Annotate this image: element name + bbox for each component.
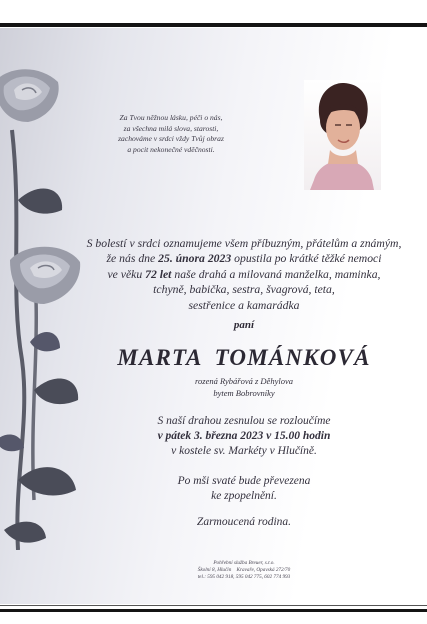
- last-name: TOMÁNKOVÁ: [214, 345, 371, 370]
- deceased-name: [74, 345, 414, 371]
- rose-icon: [10, 247, 80, 304]
- announcement-line: [74, 267, 414, 282]
- rose-icon: [0, 69, 59, 122]
- text-span: že nás dne: [106, 252, 159, 266]
- announcement-line: S bolestí v srdci oznamujeme všem příbuzným, přátelům a známým,: [86, 237, 402, 250]
- maiden-name-info: [74, 376, 414, 399]
- announcement-line: sestřenice a kamarádka: [188, 298, 300, 312]
- cremation-note: [74, 474, 414, 504]
- bottom-border-rule: [0, 609, 427, 612]
- cremation-line: Po mši svaté bude převezena: [177, 475, 311, 487]
- funeral-datetime: v pátek 3. března 2023 v 15.00 hodin: [157, 430, 331, 442]
- honorific: paní: [233, 319, 255, 331]
- death-date: 25. února 2023: [158, 252, 232, 266]
- quote-line: za všechna milá slova, starosti,: [123, 123, 219, 133]
- funeral-service-footer: [74, 560, 414, 582]
- announcement-line: tchyně, babička, sestra, švagrová, teta,: [153, 283, 335, 297]
- leaf-icon: [4, 522, 46, 543]
- text-span: opustila po krátké těžké nemoci: [231, 252, 382, 266]
- leaf-icon: [18, 189, 62, 214]
- quote-line: zachováme v srdci vždy Tvůj obraz: [118, 134, 224, 144]
- funeral-details: [74, 414, 414, 459]
- memorial-quote: [96, 113, 246, 155]
- leaf-icon: [18, 467, 76, 495]
- leaf-icon: [34, 379, 78, 405]
- residence-line: bytem Bobrovníky: [213, 387, 275, 398]
- text-span: naše drahá a milovaná manželka, maminka,: [171, 267, 381, 281]
- bottom-thin-rule: [0, 605, 427, 606]
- first-name: MARTA: [117, 345, 203, 370]
- top-border-rule: [0, 23, 427, 27]
- family-signature: Zarmoucená rodina.: [196, 516, 292, 528]
- footer-company: Pohřební služba Breuer, s.r.o.: [213, 560, 275, 566]
- funeral-line: S naší drahou zesnulou se rozloučíme: [157, 415, 331, 427]
- portrait-photo: [304, 80, 381, 190]
- age: 72 let: [145, 267, 172, 281]
- quote-line: a pocit nekonečné vděčnosti.: [127, 144, 215, 154]
- leaf-icon: [0, 434, 24, 451]
- announcement-line: [74, 251, 414, 266]
- rose-stem-left: [12, 130, 24, 550]
- footer-address: Školní 8, Hlučín Kravaře, Opavská 272/70: [197, 567, 291, 574]
- announcement-text: [74, 236, 414, 313]
- quote-line: Za Tvou něžnou lásku, péči o nás,: [119, 113, 223, 122]
- funeral-location: v kostele sv. Markéty v Hlučíně.: [171, 445, 317, 457]
- footer-phone: tel.: 595 042 918, 595 042 775, 602 774 993: [197, 574, 291, 581]
- born-line: rozená Rybářová z Děhylova: [195, 376, 293, 386]
- text-span: ve věku: [107, 267, 146, 281]
- cremation-line: ke zpopelnění.: [211, 490, 277, 502]
